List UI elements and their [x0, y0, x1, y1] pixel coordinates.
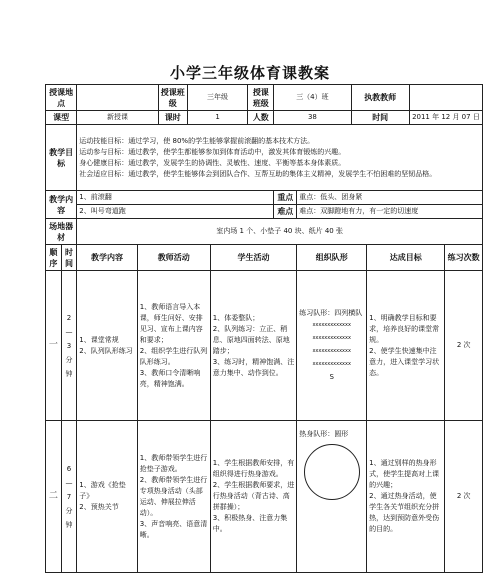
content-line: 2、队列队形练习 [79, 346, 133, 355]
class-value: 三年级 [187, 85, 247, 111]
time-char: 分 [65, 355, 73, 364]
row-time [61, 271, 77, 421]
header-time: 时间 [61, 245, 77, 271]
header-org: 组织队形 [297, 245, 367, 271]
time-char: 7 [66, 492, 72, 501]
target-line: 1、通过别样的热身形式，使学生提高对上课的兴趣； [369, 459, 440, 489]
row-order: 二 [46, 421, 62, 573]
row-content [77, 421, 137, 573]
count-value: 38 [274, 111, 351, 125]
target-line: 1、明确教学目标和要求，培养良好的课堂常规。 [369, 313, 440, 344]
content-line: 1、课堂常规 [79, 335, 119, 344]
student-line: 2、学生根据教师要求，进行热身活动（背古诗、高拼群操）； [212, 481, 295, 511]
row-content [77, 271, 137, 421]
grade-value: 三（4）班 [274, 85, 351, 111]
period-value: 1 [187, 111, 247, 125]
teacher-line: 1、教师语言导入本课，师生问好、安排见习、宣布上课内容和要求； [139, 302, 203, 344]
row-reps: 2 次 [445, 421, 483, 573]
equipment-value: 室内场 1 个、小垫子 40 块、纸片 40 张 [77, 219, 483, 245]
lesson-row-2 [46, 421, 483, 573]
equipment-label: 场地器材 [46, 219, 77, 245]
row-org [297, 421, 367, 573]
difficulty-text: 难点：双脚蹬地有力，有一定的切速度 [297, 205, 483, 219]
focus-label: 重点 [274, 191, 297, 205]
class-label: 授课班级 [158, 85, 187, 111]
teacher-line: 3、声音响亮、语意清晰。 [139, 519, 208, 539]
time-char: — [65, 327, 73, 336]
lesson-row-1 [46, 271, 483, 421]
header-student: 学生活动 [210, 245, 297, 271]
formation-line: xxxxxxxxxxxxx [312, 347, 351, 354]
time-char: — [65, 478, 73, 487]
row-reps: 2 次 [445, 271, 483, 421]
header-teacher: 教师活动 [137, 245, 210, 271]
row-student [210, 421, 297, 573]
time-char: 3 [66, 341, 72, 350]
target-line: 2、通过热身活动，使学生各关节组织充分拼热，达到预防意外受伤的目的。 [369, 492, 440, 533]
period-label: 课时 [158, 111, 187, 125]
info-row-1 [46, 85, 483, 111]
formation-line: xxxxxxxxxxxxx [312, 334, 351, 341]
org-label: 练习队形：四列横队 [299, 308, 363, 317]
content-label: 教学内容 [46, 191, 77, 219]
circle-formation [299, 440, 364, 504]
row-order: 一 [46, 271, 62, 421]
time-char: 2 [66, 313, 72, 322]
equipment-row [46, 219, 483, 245]
teacher-value [409, 85, 482, 111]
row-target [367, 271, 445, 421]
row-student [210, 271, 297, 421]
content-item: 1、前滚翻 [77, 191, 274, 205]
type-value: 新授课 [77, 111, 158, 125]
student-line: 2、队列练习：立正、稍息、原地四面转法、原地踏步； [212, 324, 290, 355]
student-line: 1、体委整队； [212, 313, 260, 322]
time-char: 分 [65, 506, 73, 515]
school-value [77, 85, 158, 111]
teacher-line: 2、教师带领学生进行专项热身活动（头部运动、伸展拉伸活动）。 [139, 475, 208, 517]
goals-label: 教学目标 [46, 125, 77, 191]
count-label: 人数 [248, 111, 274, 125]
header-reps: 练习次数 [445, 245, 483, 271]
formation-pattern [299, 319, 364, 384]
grade-label: 授课班级 [248, 85, 274, 111]
type-label: 课型 [46, 111, 77, 125]
content-item: 2、叫号弯道跑 [77, 205, 274, 219]
student-line: 3、练习时，精神饱满、注意力集中、动作到位。 [212, 357, 295, 377]
row-org [297, 271, 367, 421]
student-line: 3、积极热身、注意力集中。 [212, 514, 288, 533]
circle-formation-icon [304, 444, 360, 500]
formation-line: xxxxxxxxxxxxx [312, 321, 351, 328]
header-order: 顺序 [46, 245, 62, 271]
difficulty-label: 难点 [274, 205, 297, 219]
time-char: 钟 [65, 369, 73, 378]
header-target: 达成目标 [367, 245, 445, 271]
teacher-line: 1、教师带领学生进行抢垫子游戏。 [139, 453, 208, 473]
goals-text [77, 125, 483, 191]
goal-line: 身心健康目标：通过教学，发展学生的协调性、灵敏性、速度、平衡等基本身体素质。 [79, 158, 346, 167]
time-value: 2011 年 12 月 07 日 [409, 111, 482, 125]
page-title: 小学三年级体育课教案 [169, 64, 330, 82]
column-header-row [46, 245, 483, 271]
content-line: 1、游戏《抢垫子》 [79, 481, 126, 500]
teacher-label: 执教教师 [351, 85, 409, 111]
goal-line: 运动参与目标：通过教学，使学生都能够参加到体育活动中，激发其体育锻炼的兴趣。 [79, 147, 346, 156]
time-char: 钟 [65, 520, 73, 529]
header-content: 教学内容 [77, 245, 137, 271]
row-target [367, 421, 445, 573]
row-time [61, 421, 77, 573]
target-line: 2、使学生快速集中注意力，进入课堂学习状态。 [369, 346, 440, 377]
content-row-1 [46, 191, 483, 205]
student-line: 1、学生根据教师安排，有组织得进行热身游戏。 [212, 459, 295, 478]
teacher-line: 2、组织学生进行队列队形练习。 [139, 346, 208, 366]
row-teacher [137, 421, 210, 573]
org-label: 热身队形：圆形 [299, 430, 349, 438]
focus-text: 重点：低头、团身紧 [297, 191, 483, 205]
goal-line: 社会适应目标：通过教学，使学生能够体会到团队合作、互帮互助的集体主义精神，发展学生不怕困难的坚韧品格。 [79, 169, 437, 178]
time-char: 6 [66, 464, 72, 473]
school-label: 授课地点 [46, 85, 77, 111]
content-line: 2、预热关节 [79, 503, 119, 511]
goals-row [46, 125, 483, 191]
time-label: 时间 [351, 111, 409, 125]
formation-line: S [329, 372, 334, 381]
row-teacher [137, 271, 210, 421]
info-row-2 [46, 111, 483, 125]
goal-line: 运动技能目标：通过学习，使 80%的学生能够掌握前滚翻的基本技术方法。 [79, 136, 315, 145]
teacher-line: 3、教师口令清晰响亮，精神饱满。 [139, 368, 201, 388]
content-row-2 [46, 205, 483, 219]
formation-line: xxxxxxxxxxxxx [312, 360, 351, 367]
lesson-plan-table [45, 84, 483, 573]
